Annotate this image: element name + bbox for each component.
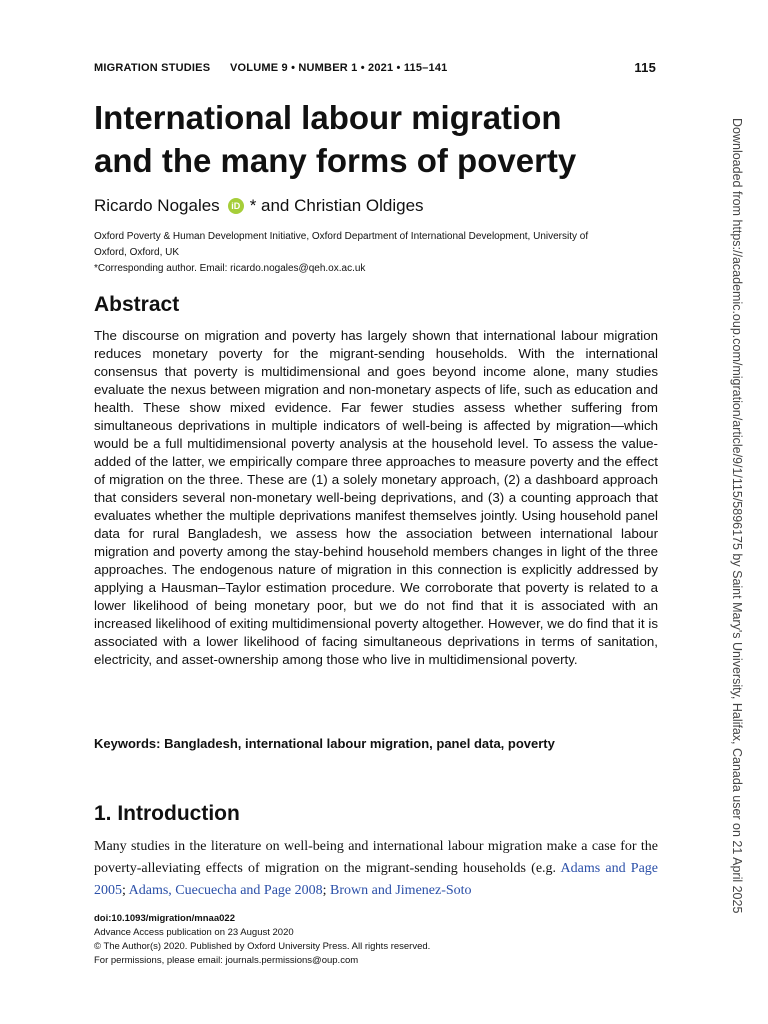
citation-link[interactable]: Adams, Cuecuecha and Page 2008 <box>128 883 323 898</box>
journal-name: MIGRATION STUDIES <box>94 62 211 74</box>
citation-link[interactable]: Adams and Page 2005 <box>94 861 659 898</box>
copyright: © The Author(s) 2020. Published by Oxford University Press. All rights reserved. <box>94 941 431 952</box>
page-number: 115 <box>634 60 656 75</box>
abstract-heading: Abstract <box>94 293 180 316</box>
affiliation-line-1: Oxford Poverty & Human Development Initiative, Oxford Department of International Development, University of <box>94 231 589 242</box>
introduction-text-start: Many studies in the literature on well-being and international labour migration make a case for the poverty-alleviating effects of migration on the migrant-sending households (e.g. <box>94 839 658 876</box>
download-watermark-text: Downloaded from https://academic.oup.com/migration/article/9/1/115/5896175 by Saint Mary's University, Halifax, Canada user on 21 April 2025 <box>730 118 744 914</box>
citation-separator: ; <box>322 883 331 898</box>
affiliation-line-2: Oxford, Oxford, UK <box>94 247 180 258</box>
introduction-heading: 1. Introduction <box>94 802 240 825</box>
keywords: Keywords: Bangladesh, international labour migration, panel data, poverty <box>94 736 555 751</box>
permissions: For permissions, please email: journals.permissions@oup.com <box>94 955 359 966</box>
issue-info: VOLUME 9 • NUMBER 1 • 2021 • 115–141 <box>230 62 448 74</box>
orcid-icon[interactable]: iD <box>228 198 244 214</box>
article-footer <box>94 912 430 968</box>
abstract-text: The discourse on migration and poverty has largely shown that international labour migration reduces monetary poverty for the migrant-sending households. With the international consensus that poverty is multidimensional and goes beyond income alone, many studies evaluate the nexus between migration and non-monetary aspects of life, such as education and health. These show mixed evidence. Far fewer studies assess whether suffering from simultaneous deprivations in multiple indicators of well-being is affected by migration—which would be a full multidimensional poverty analysis at the household level. To assess the value-added of the latter, we empirically compare three approaches to measure poverty and the effect of migration on the three. These are (1) a solely monetary approach, (2) a dashboard approach that considers several non-monetary well-being deprivations, and (3) a counting approach that evaluates whether the multiple deprivations manifest themselves jointly. Using household panel data for rural Bangladesh, we assess how the association between international labour migration and poverty among the stay-behind household members changes in light of the three approaches. The endogenous nature of migration in this connection is explicitly addressed by applying a Hausman–Taylor estimation procedure. We corroborate that poverty is related to a lower likelihood of being monetary poor, but we do not find that it is associated with an increased likelihood of exiting multidimensional poverty altogether. However, we do find that it is associated with a lower likelihood of facing simultaneous deprivations in terms of sanitation, electricity, and asset-ownership among those who live in multidimensional poverty. <box>94 328 658 667</box>
author-rest: * and Christian Oldiges <box>249 196 424 215</box>
article-title <box>94 96 684 182</box>
title-line-2: and the many forms of poverty <box>94 142 577 179</box>
running-header <box>94 60 656 78</box>
download-watermark <box>727 118 747 914</box>
author-first: Ricardo Nogales <box>94 196 220 215</box>
corresponding-author: *Corresponding author. Email: ricardo.nogales@qeh.ox.ac.uk <box>94 263 366 274</box>
doi[interactable]: doi:10.1093/migration/mnaa022 <box>94 913 235 924</box>
introduction-text <box>94 836 658 902</box>
citation-separator: ; <box>122 883 129 898</box>
advance-access: Advance Access publication on 23 August 2020 <box>94 927 294 938</box>
citation-link[interactable]: Brown and Jimenez-Soto <box>330 883 472 898</box>
title-line-1: International labour migration <box>94 99 562 136</box>
affiliation-block <box>94 229 654 277</box>
author-list <box>94 196 424 216</box>
